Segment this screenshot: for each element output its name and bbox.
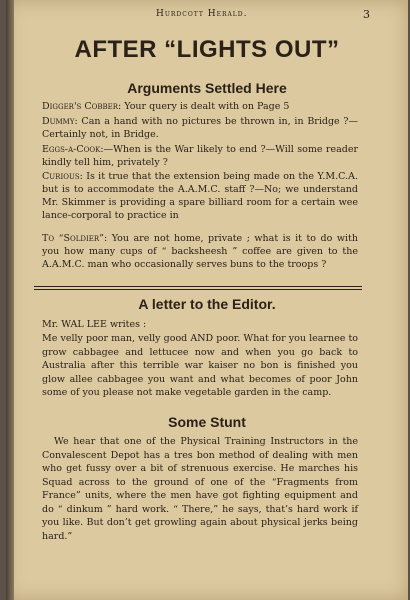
stunt-body: We hear that one of the Physical Training Instructors in the Convalescent Depot has a tres bon method of dealing with men who get fussy over a bit of strenuous exercise. He marches his Squad across to the ground of one of the “Fragments from France” units, where the men have got fighting equipment and do “ dinkum ” hard work. “ There,” he says, that’s hard work if you like. But don’t get growling again about physical jerks being hard.” (42, 436, 358, 542)
argument-entry (42, 115, 358, 141)
running-head (6, 9, 408, 25)
letter-body: Me velly poor man, velly good AND poor. What for you learnee to grow cabbagee and lettucee now and when you go back to Australia after this terrible war kaiser no bon is finished you glow allee cabbagee you want and what becomes of poor John some of you please not make vegetable garden in the camp. (42, 333, 358, 398)
section-divider (34, 286, 362, 290)
page-headline: AFTER “LIGHTS OUT” (74, 36, 340, 63)
stunt-heading: Some Stunt (168, 414, 246, 430)
arguments-heading: Arguments Settled Here (127, 80, 287, 96)
page-number: 3 (363, 8, 370, 21)
entry-lead: Curious: (42, 171, 83, 182)
argument-entry (42, 170, 358, 222)
entry-text: Is it true that the extension being made on the Y.M.C.A. but is to accommodate the A.A.M.C. staff ?—No; we understand Mr. Skimmer is providing a spare billiard room for a certain wee lance-corporal to practice in (42, 171, 358, 221)
entry-lead: Digger's Cobber: (42, 101, 122, 112)
letter-byline: Mr. WAL LEE writes : (42, 319, 147, 330)
argument-entry (42, 232, 358, 271)
entry-lead: To “Soldier”: (42, 233, 108, 244)
magazine-page (6, 0, 408, 600)
argument-entry (42, 143, 358, 169)
entry-lead: Eggs-a-Cook: (42, 144, 104, 155)
entry-lead: Dummy: (42, 116, 78, 127)
running-title: Hurdcott Herald. (156, 9, 248, 19)
letter-heading: A letter to the Editor. (138, 296, 276, 312)
entry-text: Your query is dealt with on Page 5 (121, 101, 290, 112)
entry-text: Can a hand with no pictures be thrown in, in Bridge ?—Certainly not, in Bridge. (42, 116, 358, 140)
entry-text: —When is the War likely to end ?—Will some reader kindly tell him, privately ? (42, 144, 358, 168)
argument-entry (42, 100, 358, 113)
entry-text: You are not home, private ; what is it to do with you how many cups of “ backsheesh ” coffee are given to the A.A.M.C. man who occasionally serves buns to the troops ? (42, 233, 358, 270)
